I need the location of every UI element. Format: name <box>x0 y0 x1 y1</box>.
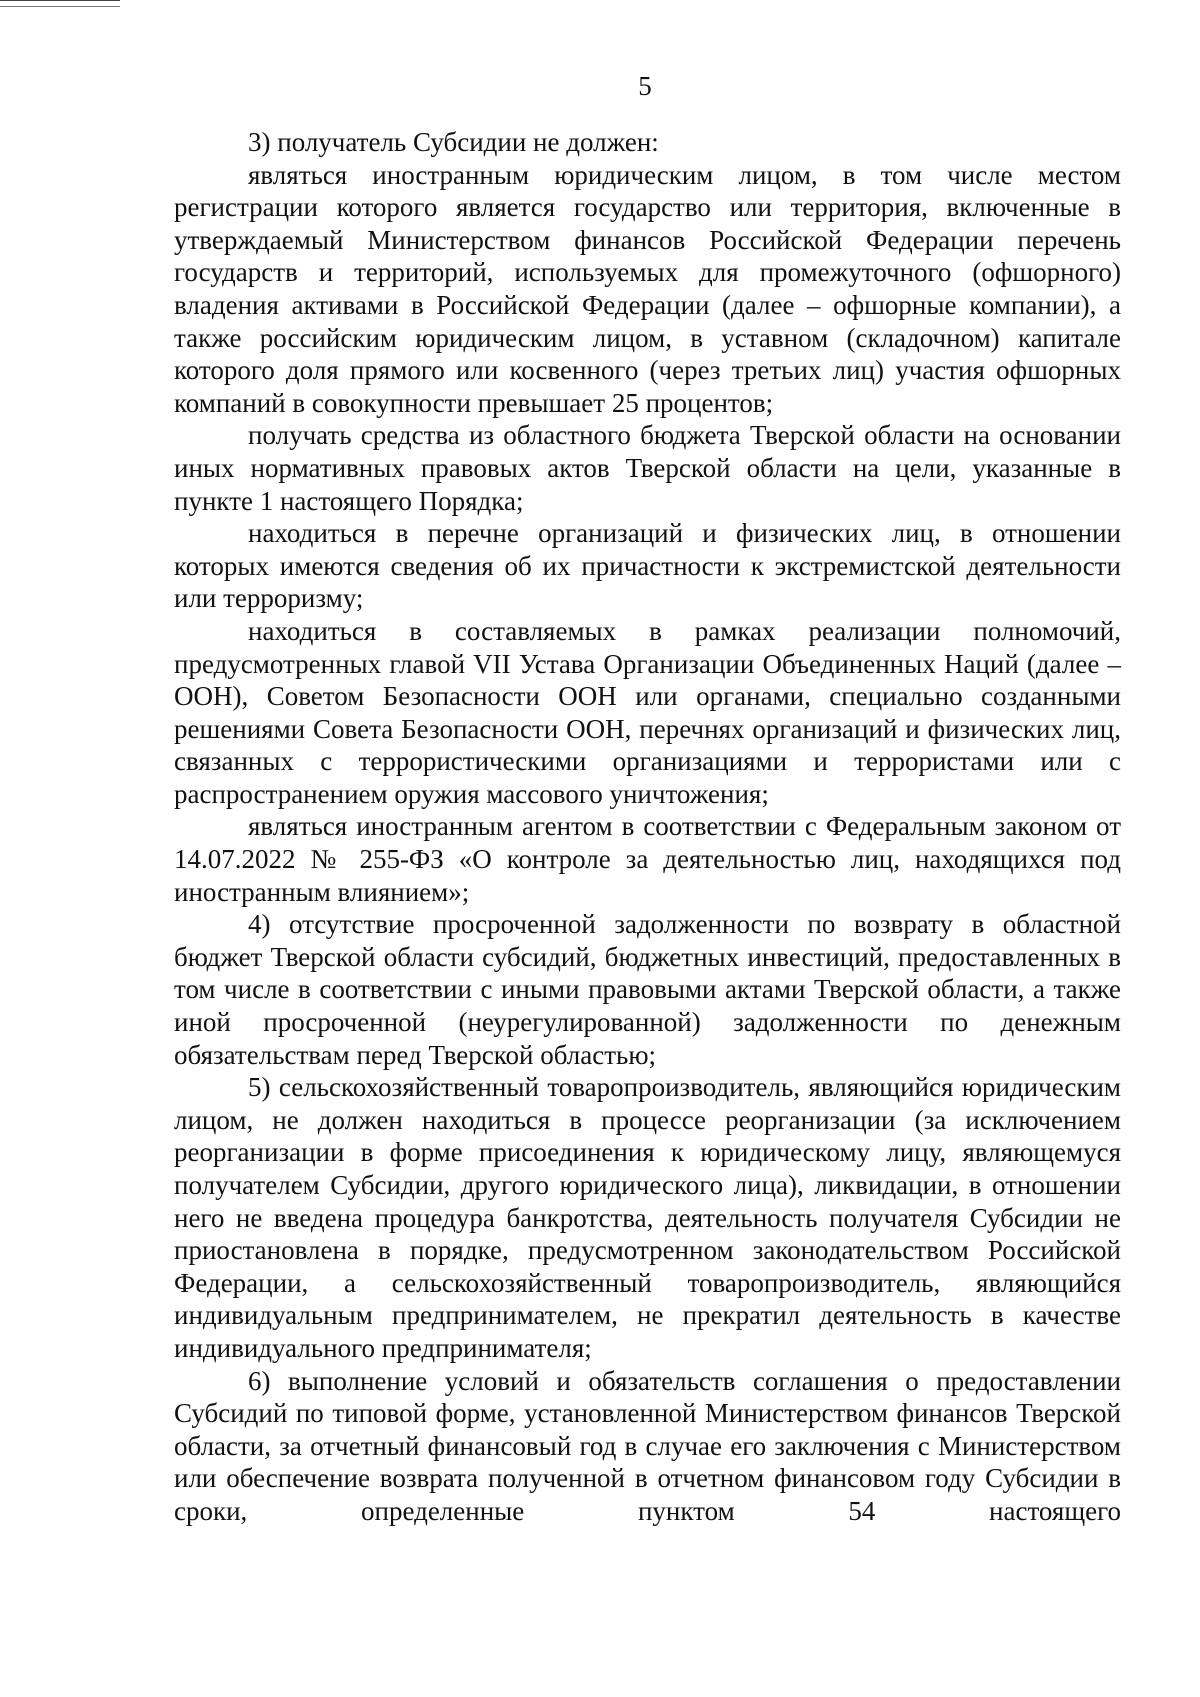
paragraph-regional-budget: получать средства из областного бюджета Тверской области на основании иных нормативных правовых актов Тверской области на цели, указанные в пункте 1 настоящего Порядка; <box>174 420 1121 516</box>
document-body <box>174 126 1121 1528</box>
paragraph-item-6: 6) выполнение условий и обязательств соглашения о предоставлении Субсидий по типовой форме, установленной Министерством финансов Тверской области, за отчетный финансовый год в случае его заключения с Министерством или обеспечение возврата полученной в отчетном финансовом году Субсидии в сроки, определенные пунктом 54 настоящего <box>174 1365 1121 1526</box>
paragraph-offshore: являться иностранным юридическим лицом, в том числе местом регистрации которого является государство или территория, включенные в утверждаемый Министерством финансов Российской Федерации перечень государств и территорий, используемых для промежуточного (офшорного) владения активами в Российской Федерации (далее – офшорные компании), а также российским юридическим лицом, в уставном (складочном) капитале которого доля прямого или косвенного (через третьих лиц) участия офшорных компаний в совокупности превышает 25 процентов; <box>174 159 1121 418</box>
paragraph-extremism-list: находиться в перечне организаций и физических лиц, в отношении которых имеются сведения об их причастности к экстремистской деятельности или терроризму; <box>174 518 1121 614</box>
paragraph-item-4: 4) отсутствие просроченной задолженности по возврату в областной бюджет Тверской области субсидий, бюджетных инвестиций, предоставленных в том числе в соответствии с иными правовыми актами Тверской области, а также иной просроченной (неурегулированной) задолженности по денежным обязательствам перед Тверской областью; <box>174 909 1121 1070</box>
paragraph-item-5: 5) сельскохозяйственный товаропроизводитель, являющийся юридическим лицом, не должен находиться в процессе реорганизации (за исключением реорганизации в форме присоединения к юридическому лицу, являющемуся получателем Субсидии, другого юридического лица), ликвидации, в отношении него не введена процедура банкротства, деятельность получателя Субсидии не приостановлена в порядке, предусмотренном законодательством Российской Федерации, а сельскохозяйственный товаропроизводитель, являющийся индивидуальным предпринимателем, не прекратил деятельность в качестве индивидуального предпринимателя; <box>174 1072 1121 1363</box>
paragraph-foreign-agent: являться иностранным агентом в соответствии с Федеральным законом от 14.07.2022 № 255-ФЗ «О контроле за деятельностью лиц, находящихся под иностранным влиянием»; <box>174 811 1121 907</box>
paragraph-un-lists: находиться в составляемых в рамках реализации полномочий, предусмотренных главой VII Устава Организации Объединенных Наций (далее – ООН), Советом Безопасности ООН или органами, специально созданными решениями Совета Безопасности ООН, перечнях организаций и физических лиц, связанных с террористическими организациями и террористами или с распространением оружия массового уничтожения; <box>174 615 1121 809</box>
scan-edge-mark <box>0 0 120 7</box>
page-number: 5 <box>638 71 652 101</box>
paragraph-item-3: 3) получатель Субсидии не должен: <box>248 127 659 157</box>
